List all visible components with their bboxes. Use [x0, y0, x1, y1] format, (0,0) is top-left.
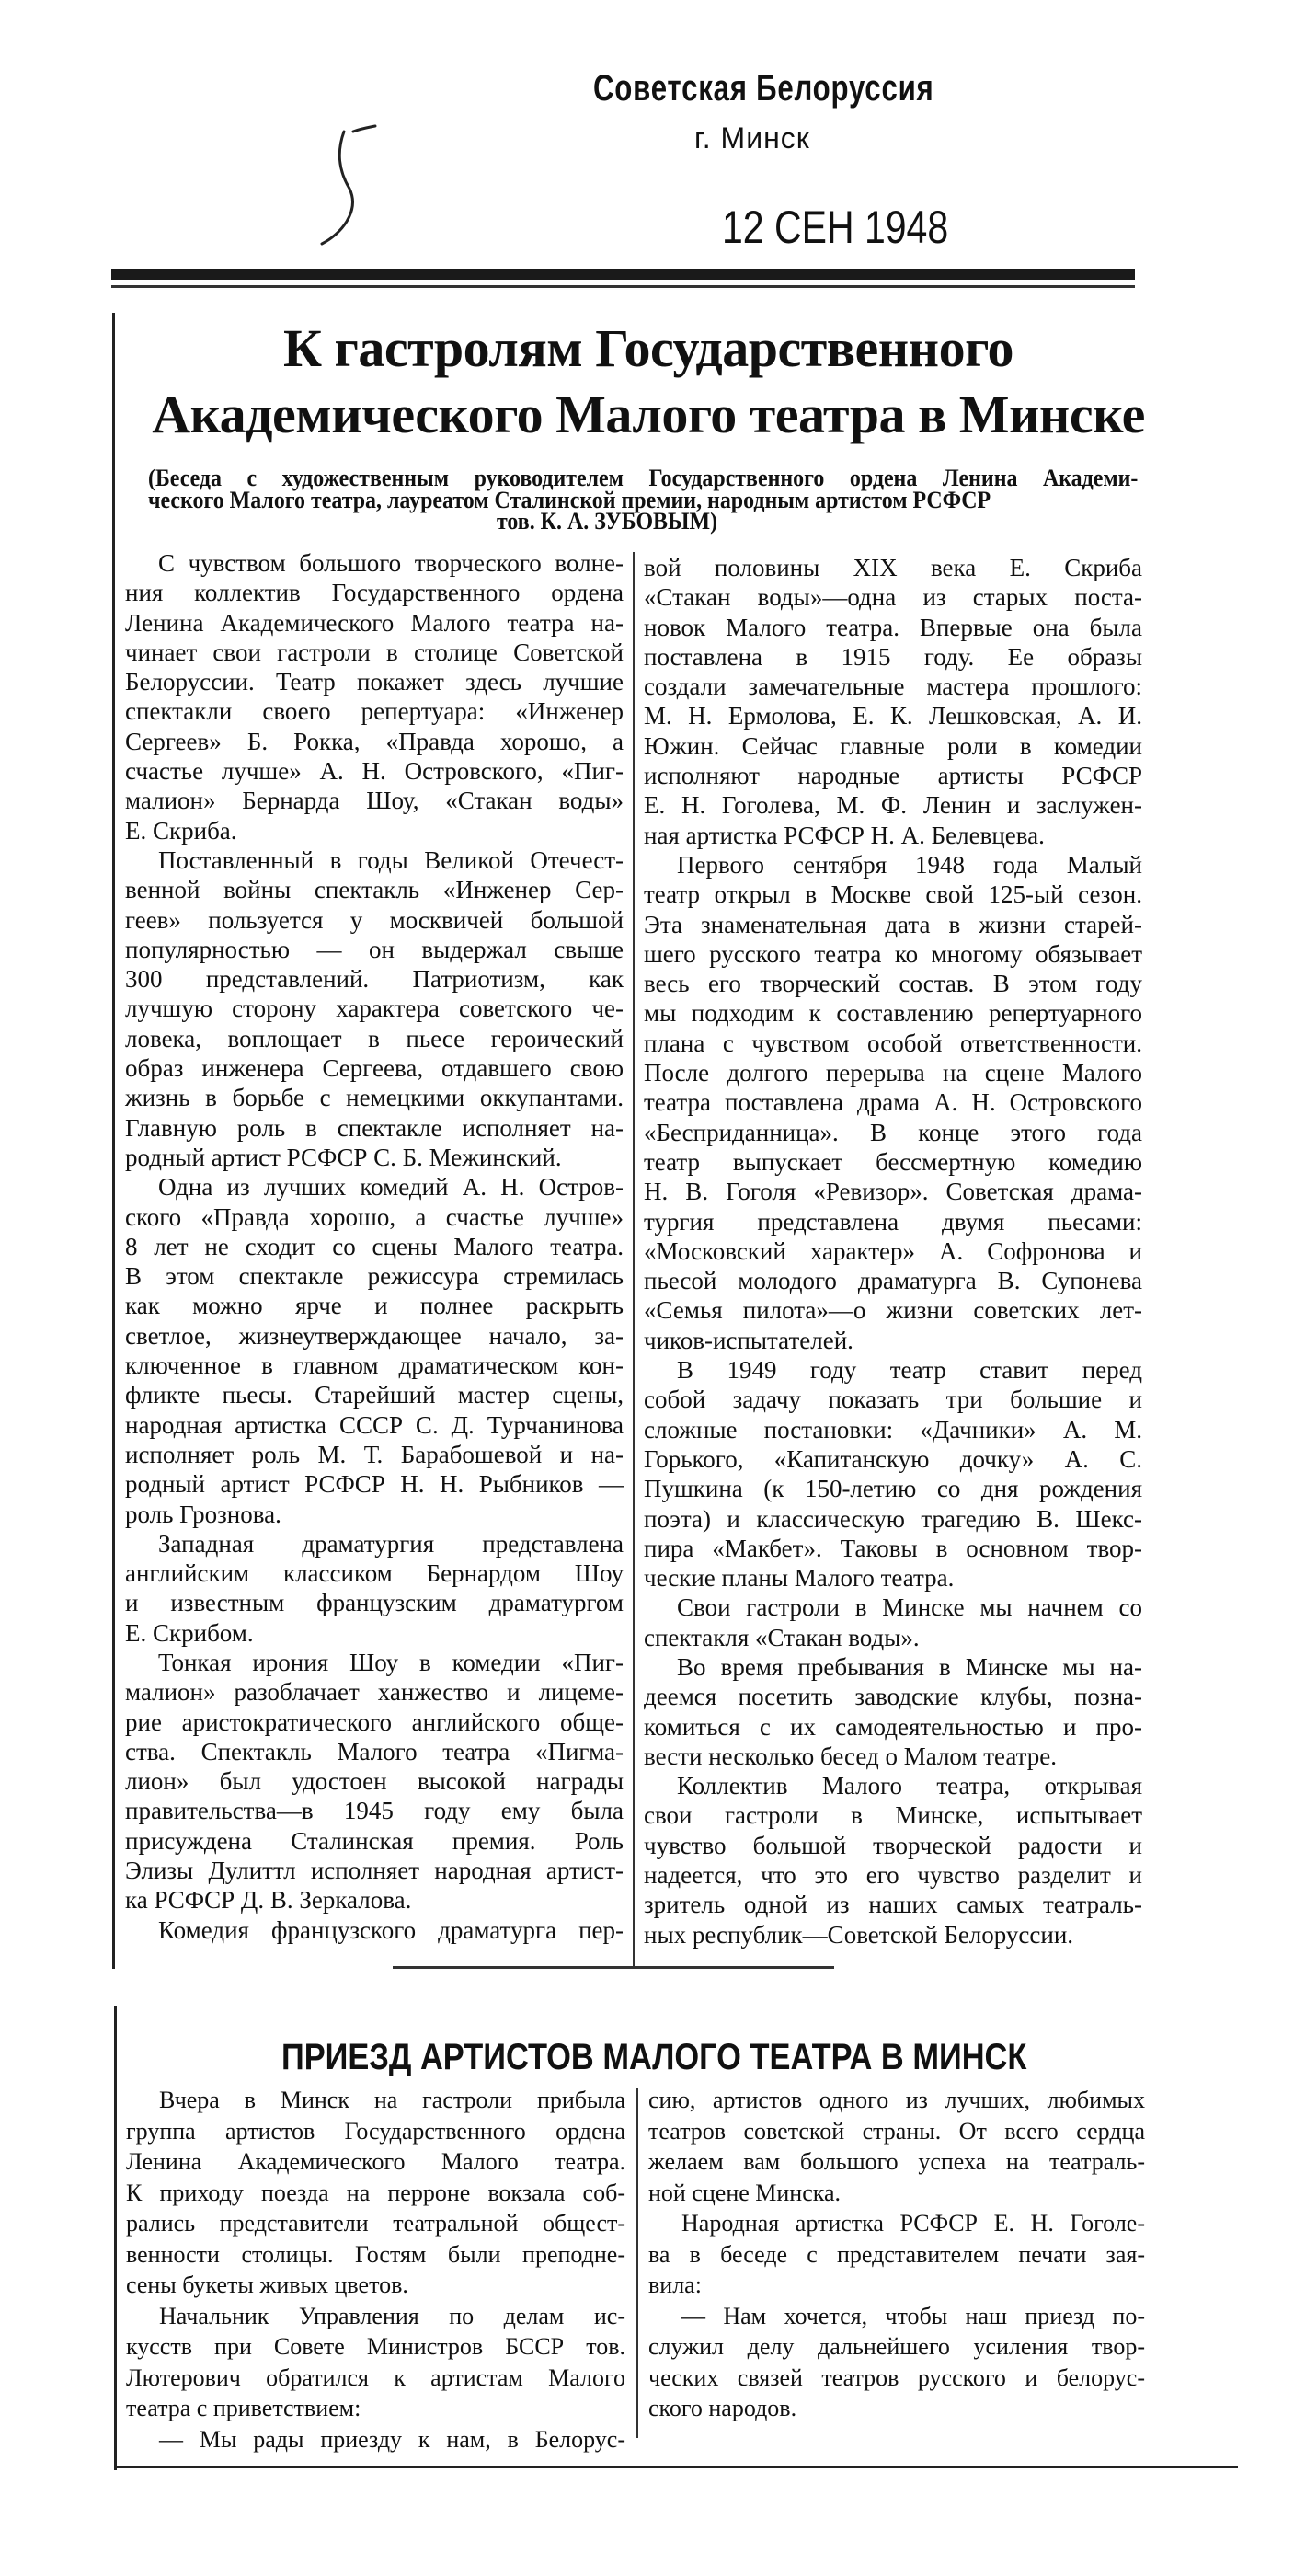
text-line: театр выпускает бессмертную комедию [644, 1147, 1142, 1176]
article2-title: ПРИЕЗД АРТИСТОВ МАЛОГО ТЕАТРА В МИНСК [281, 2037, 1027, 2077]
text-line: Тонкая ирония Шоу в комедии «Пиг- [158, 1648, 624, 1676]
column-divider [633, 552, 635, 1969]
article2-left-border [114, 2006, 117, 2470]
text-line: ства. Спектакль Малого театра «Пигма- [125, 1737, 624, 1765]
text-line: театров советской страны. От всего сердца [648, 2117, 1145, 2145]
text-line: Вчера в Минск на гастроли прибыла [159, 2087, 625, 2113]
paragraph [125, 1172, 624, 1529]
article-subtitle-line: тов. К. А. ЗУБОВЫМ) [497, 508, 718, 535]
article2-left-column [126, 2085, 625, 2455]
article-subtitle-line: (Беседа с художественным руководителем Государственного ордена Ленина Академи- [148, 465, 1139, 491]
text-line: В 1949 году театр ставит перед [677, 1356, 1142, 1385]
text-line: Свои гастроли в Минске мы начнем со [677, 1593, 1142, 1622]
article-title-line: К гастролям Государственного [282, 318, 1013, 378]
text-line: К приходу поезда на перроне вокзала соб- [126, 2179, 625, 2206]
text-line: вой половины XIX века Е. Скриба [644, 554, 1142, 581]
text-line: «Бесприданница». В конце этого года [644, 1118, 1142, 1146]
text-line: Во время пребывания в Минске мы на- [677, 1652, 1142, 1681]
article2-right-column [648, 2085, 1145, 2424]
text-line: народная артистка СССР С. Д. Турчанинова [125, 1410, 624, 1439]
text-line: — Мы рады приезду к нам, в Белорус- [159, 2425, 625, 2453]
text-line: чинает свои гастроли в столице Советской [125, 638, 624, 666]
text-line: Эта знаменательная дата в жизни старей- [644, 910, 1142, 938]
text-line: геев» пользуется у москвичей большой [125, 905, 624, 934]
paragraph [125, 1915, 624, 1945]
text-line: спектакля «Стакан воды». [644, 1623, 920, 1651]
text-line: ва в беседе с представителем печати зая- [648, 2240, 1145, 2268]
text-line: ния коллектив Государственного ордена [125, 579, 624, 607]
text-line: В этом спектакле режиссура стремилась [125, 1262, 624, 1291]
paragraph [126, 2424, 625, 2455]
text-line: малион» разоблачает ханжество и лицеме- [125, 1678, 624, 1707]
text-line: Е. Скрибом. [125, 1618, 254, 1647]
text-line: шего русского театра ко многому обязывает [644, 939, 1142, 968]
text-line: деемся посетить заводские клубы, позна- [644, 1683, 1142, 1711]
text-line: С чувством большого творческого волне- [158, 549, 624, 577]
text-line: После долгого перерыва на сцене Малого [644, 1059, 1142, 1087]
text-line: поставлена в 1915 году. Ее образы [644, 642, 1142, 671]
text-line: английским классиком Бернардом Шоу [125, 1559, 624, 1588]
date-stamp: 12 СЕН 1948 [722, 201, 949, 253]
text-line: рие аристократического английского обще- [125, 1708, 624, 1736]
text-line: лучшую сторону характера советского че- [125, 995, 624, 1023]
header-rule [111, 269, 1135, 280]
text-line: Лютерович обратился к артистам Малого [126, 2363, 625, 2391]
paragraph [644, 1593, 1142, 1652]
text-line: ского «Правда хорошо, а счастье лучше» [125, 1202, 624, 1231]
paragraph [644, 1652, 1142, 1771]
text-line: Коллектив Малого театра, открывая [677, 1772, 1142, 1800]
text-line: — Нам хочется, чтобы наш приезд по- [681, 2302, 1145, 2329]
text-line: весь его творческий состав. В этом году [644, 970, 1142, 998]
paragraph [644, 1771, 1142, 1949]
paragraph [125, 845, 624, 1172]
paragraph [644, 1355, 1142, 1593]
text-line: как можно ярче и полнее раскрыть [125, 1292, 624, 1320]
text-line: группа артистов Государственного ордена [126, 2117, 625, 2145]
text-line: театра поставлена драма А. Н. Островского [644, 1088, 1142, 1117]
text-line: 8 лет не сходит со сцены Малого театра. [125, 1232, 624, 1260]
paragraph [644, 850, 1142, 1355]
text-line: присуждена Сталинская премия. Роль [125, 1826, 624, 1855]
text-line: «Семья пилота»—о жизни советских лет- [644, 1296, 1142, 1325]
text-line: венности столицы. Гостям были преподне- [126, 2240, 625, 2268]
text-line: Главную роль в спектакле исполняет на- [125, 1113, 624, 1142]
article2-column-divider [636, 2088, 638, 2438]
text-line: кусств при Совете Министров БССР тов. [126, 2333, 625, 2360]
text-line: и известным французским драматургом [125, 1589, 624, 1617]
text-line: Одна из лучших комедий А. Н. Остров- [158, 1173, 624, 1202]
city-stamp: г. Минск [694, 121, 810, 155]
text-line: Белоруссии. Театр покажет здесь лучшие [125, 668, 624, 696]
paragraph [648, 2085, 1145, 2208]
text-line: родный артист РСФСР С. Б. Межинский. [125, 1143, 562, 1171]
text-line: Ленина Академического Малого театра. [126, 2148, 625, 2175]
text-line: ка РСФСР Д. В. Зеркалова. [125, 1886, 412, 1915]
text-line: ключенное в главном драматическом кон- [125, 1351, 624, 1380]
text-line: тургия представлена двумя пьесами: [644, 1207, 1142, 1236]
text-line: роль Грознова. [125, 1500, 281, 1528]
text-line: ной сцене Минска. [648, 2179, 842, 2206]
text-line: рались представители театральной общест- [126, 2210, 625, 2237]
text-line: «Московский характер» А. Софронова и [644, 1236, 1142, 1265]
text-line: образ инженера Сергеева, отдавшего свою [125, 1054, 624, 1083]
text-line: сложные постановки: «Дачники» А. М. [644, 1415, 1142, 1443]
text-line: вести несколько бесед о Малом театре. [644, 1742, 1057, 1770]
bottom-rule [114, 2466, 1238, 2468]
text-line: свои гастроли в Минске, испытывает [644, 1801, 1142, 1830]
text-line: малион» Бернарда Шоу, «Стакан воды» [125, 787, 624, 815]
text-line: родный артист РСФСР Н. Н. Рыбников — [125, 1470, 624, 1499]
text-line: чувство большой творческой радости и [644, 1831, 1142, 1859]
text-line: Н. В. Гоголя «Ревизор». Советская драма- [644, 1178, 1142, 1206]
paragraph [648, 2301, 1145, 2424]
text-line: Южин. Сейчас главные роли в комедии [644, 731, 1142, 760]
text-line: желаем вам большого успеха на театраль- [648, 2148, 1145, 2175]
article-left-border [112, 313, 115, 1969]
text-line: фликте пьесы. Старейший мастер сцены, [125, 1381, 624, 1409]
newspaper-name-stamp: Советская Белоруссия [593, 68, 934, 109]
text-line: исполняют народные артисты РСФСР [644, 762, 1142, 790]
paragraph [648, 2208, 1145, 2301]
text-line: Элизы Дулиттл исполняет народная артист- [125, 1857, 624, 1885]
article-title-line: Академического Малого театра в Минске [152, 385, 1145, 444]
text-line: Поставленный в годы Великой Отечест- [158, 845, 624, 874]
paragraph [125, 548, 624, 845]
article-separator [393, 1966, 834, 1969]
text-line: жизнь в борьбе с немецкими оккупантами. [125, 1084, 624, 1112]
text-line: лион» был удостоен высокой награды [125, 1767, 624, 1796]
paragraph [125, 1648, 624, 1915]
text-line: ского народов. [648, 2395, 797, 2421]
text-line: пьесой молодого драматурга В. Супонева [644, 1267, 1142, 1295]
text-line: мы подходим к составлению репертуарного [644, 999, 1142, 1028]
text-line: Комедия французского драматурга пер- [158, 1915, 624, 1944]
text-line: создали замечательные мастера прошлого: [644, 673, 1142, 701]
text-line: Ленина Академического Малого театра на- [125, 608, 624, 637]
paragraph [126, 2085, 625, 2301]
text-line: поэта) и классическую трагедию В. Шекс- [644, 1504, 1142, 1533]
text-line: светлое, жизнеутверждающее начало, за- [125, 1321, 624, 1350]
text-line: счастье лучше» А. Н. Островского, «Пиг- [125, 757, 624, 786]
paragraph [126, 2301, 625, 2424]
text-line: надеется, что это его чувство разделит и [644, 1861, 1142, 1890]
text-line: новок Малого театра. Впервые она была [644, 613, 1142, 641]
handwritten-number-5 [276, 115, 405, 253]
text-line: ных республик—Советской Белоруссии. [644, 1920, 1074, 1949]
text-line: популярностью — он выдержал свыше [125, 935, 624, 963]
paragraph [644, 553, 1142, 850]
text-line: Пушкина (к 150-летию со дня рождения [644, 1475, 1142, 1503]
text-line: сию, артистов одного из лучших, любимых [648, 2087, 1145, 2113]
text-line: служил делу дальнейшего усиления твор- [648, 2333, 1145, 2360]
text-line: театр открыл в Москве свой 125-ый сезон. [644, 880, 1142, 909]
article-subtitle-line: ческого Малого театра, лауреатом Сталинской премии, народным артистом РСФСР [148, 487, 991, 513]
text-line: Е. Скриба. [125, 816, 237, 845]
text-line: Западная драматургия представлена [158, 1529, 624, 1558]
text-line: сены букеты живых цветов. [126, 2271, 408, 2298]
text-line: Горького, «Капитанскую дочку» А. С. [644, 1444, 1142, 1473]
text-line: зритель одной из наших самых театраль- [644, 1891, 1142, 1919]
text-line: Народная артистка РСФСР Е. Н. Гоголе- [681, 2210, 1145, 2237]
text-line: ческие планы Малого театра. [644, 1564, 955, 1593]
article-left-column [125, 548, 624, 1945]
text-line: венной войны спектакль «Инженер Сер- [125, 876, 624, 904]
text-line: собой задачу показать три большие и [644, 1386, 1142, 1414]
article-right-column [644, 553, 1142, 1949]
text-line: Е. Н. Гоголева, М. Ф. Ленин и заслужен- [644, 791, 1142, 820]
text-line: Сергеев» Б. Рокка, «Правда хорошо, а [125, 727, 624, 755]
text-line: плана с чувством особой ответственности. [644, 1029, 1142, 1057]
text-line: ная артистка РСФСР Н. А. Белевцева. [644, 821, 1045, 849]
text-line: «Стакан воды»—одна из старых поста- [644, 583, 1142, 612]
text-line: пира «Макбет». Таковы в основном твор- [644, 1534, 1142, 1562]
text-line: правительства—в 1945 году ему была [125, 1797, 624, 1825]
text-line: чиков-испытателей. [644, 1326, 853, 1354]
text-line: вила: [648, 2271, 702, 2298]
text-line: Первого сентября 1948 года Малый [677, 850, 1142, 879]
text-line: спектакли своего репертуара: «Инженер [125, 697, 624, 726]
text-line: комиться с их самодеятельностью и про- [644, 1712, 1142, 1741]
text-line: 300 представлений. Патриотизм, как [125, 965, 624, 994]
text-line: театра с приветствием: [126, 2395, 361, 2421]
header-rule-thin [111, 285, 1135, 288]
paragraph [125, 1529, 624, 1648]
text-line: Начальник Управления по делам ис- [159, 2302, 625, 2329]
text-line: М. Н. Ермолова, Е. К. Лешковская, А. И. [644, 702, 1142, 730]
text-line: ловека, воплощает в пьесе героический [125, 1024, 624, 1052]
text-line: исполняет роль М. Т. Барабошевой и на- [125, 1440, 624, 1468]
text-line: ческих связей театров русского и белорус- [648, 2363, 1145, 2391]
